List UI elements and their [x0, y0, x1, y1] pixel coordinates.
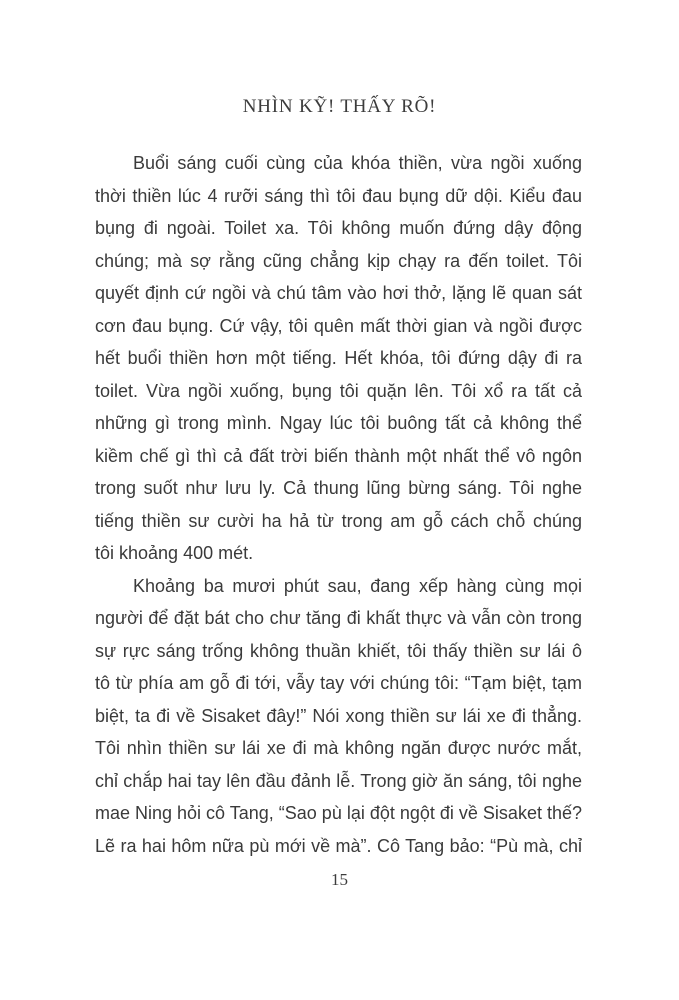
- text-line: Buổi sáng cuối cùng của khóa thiền, vừa ngồi xuống: [133, 153, 582, 173]
- paragraph: [95, 147, 582, 570]
- text-line: chúng; mà sợ rằng cũng chẳng kịp chạy ra đến toilet. Tôi: [95, 250, 582, 271]
- text-line: Khoảng ba mươi phút sau, đang xếp hàng cùng mọi: [133, 575, 582, 596]
- page-number: 15: [331, 870, 348, 889]
- text-line: trong suốt như lưu ly. Cả thung lũng bừng sáng. Tôi nghe: [95, 478, 582, 498]
- chapter-title: NHÌN KỸ! THẤY RÕ!: [242, 96, 437, 117]
- text-line: toilet. Vừa ngồi xuống, bụng tôi quặn lên. Tôi xổ ra tất cả: [95, 380, 582, 401]
- paragraph: [95, 570, 582, 863]
- text-line: tiếng thiền sư cười ha hả từ trong am gỗ cách chỗ chúng: [95, 510, 582, 531]
- text-line: bụng đi ngoài. Toilet xa. Tôi không muốn đứng dậy động: [95, 218, 582, 238]
- text-line: mae Ning hỏi cô Tang, “Sao pù lại đột ngột đi về Sisaket thế?: [95, 803, 582, 823]
- text-line: hết buổi thiền hơn một tiếng. Hết khóa, tôi đứng dậy đi ra: [95, 348, 582, 368]
- text-line: biệt, ta đi về Sisaket đây!” Nói xong thiền sư lái xe đi thẳng.: [95, 705, 582, 726]
- text-line: kiềm chế gì thì cả đất trời biến thành một nhất thể vô ngôn: [95, 445, 582, 466]
- page-body: [95, 147, 582, 862]
- text-line: sự rực sáng trống không thuần khiết, tôi thấy thiền sư lái ô: [95, 640, 582, 661]
- text-line: tôi khoảng 400 mét.: [95, 543, 254, 563]
- text-line: Tôi nhìn thiền sư lái xe đi mà không ngăn được nước mắt,: [95, 738, 582, 758]
- text-line: thời thiền lúc 4 rưỡi sáng thì tôi đau bụng dữ dội. Kiểu đau: [95, 185, 582, 206]
- text-line: cơn đau bụng. Cứ vậy, tôi quên mất thời gian và ngồi được: [95, 315, 582, 336]
- text-line: những gì trong mình. Ngay lúc tôi buông tất cả không thể: [95, 413, 582, 433]
- text-line: người để đặt bát cho chư tăng đi khất thực và vẫn còn trong: [95, 608, 582, 628]
- text-line: tô từ phía am gỗ đi tới, vẫy tay với chúng tôi: “Tạm biệt, tạm: [95, 673, 582, 693]
- text-line: quyết định cứ ngồi và chú tâm vào hơi thở, lặng lẽ quan sát: [95, 283, 582, 303]
- text-line: Lẽ ra hai hôm nữa pù mới về mà”. Cô Tang bảo: “Pù mà, chỉ: [95, 835, 582, 856]
- text-line: chỉ chắp hai tay lên đầu đảnh lễ. Trong giờ ăn sáng, tôi nghe: [95, 770, 582, 791]
